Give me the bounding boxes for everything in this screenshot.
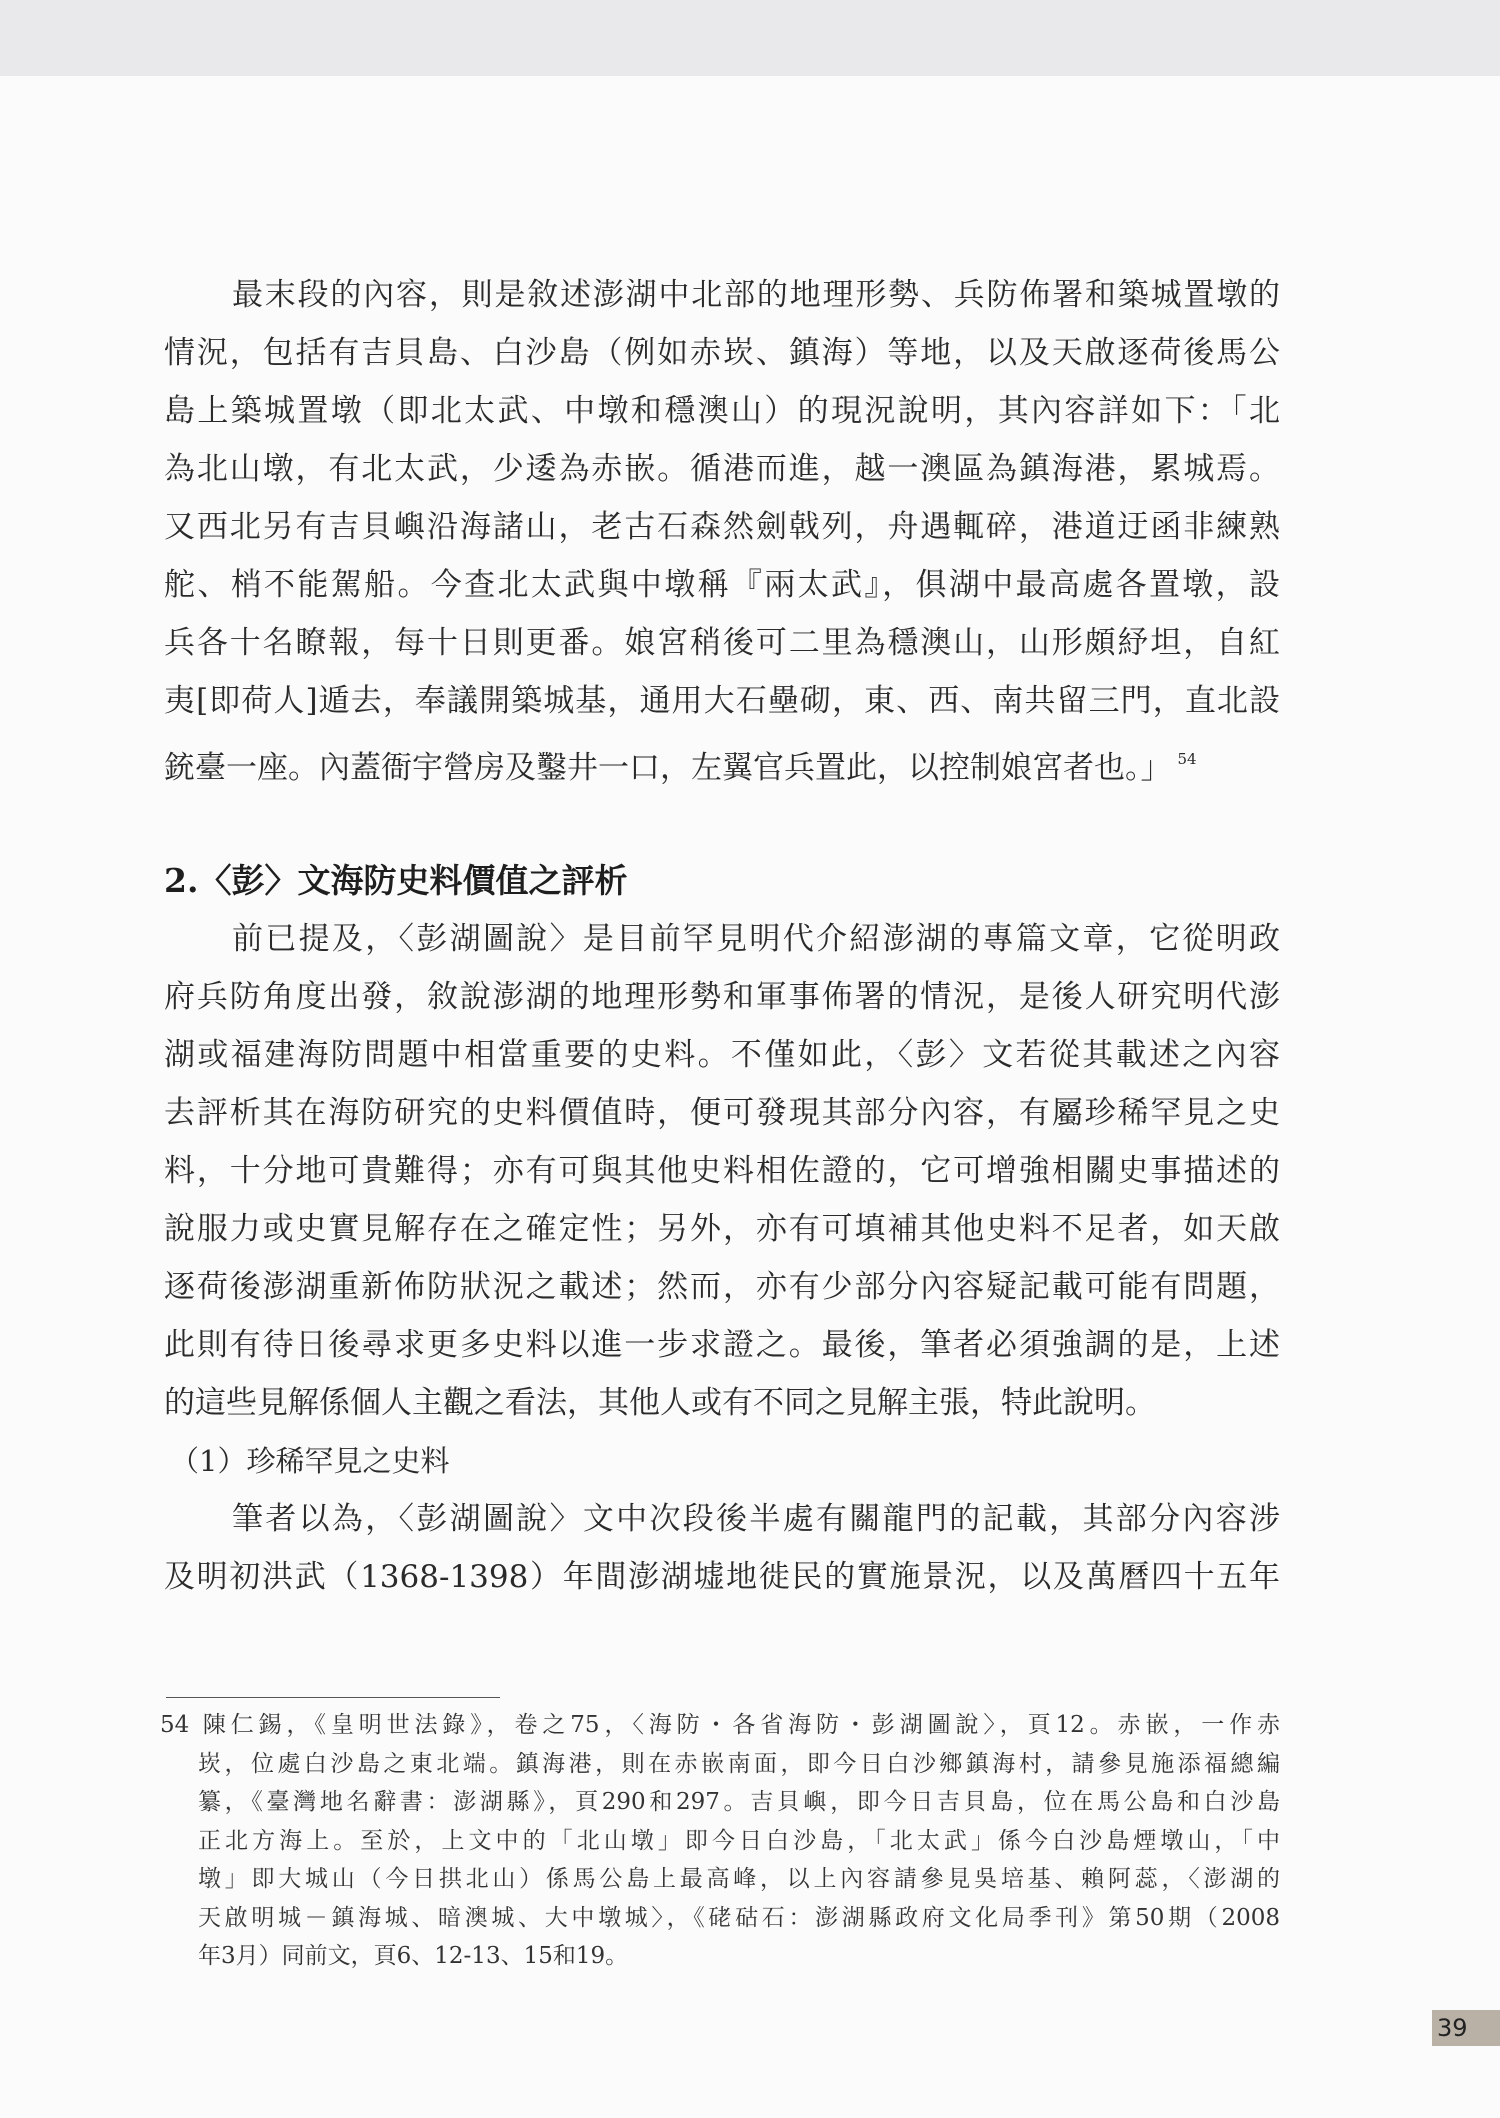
footnote-divider [166, 1697, 500, 1698]
footnote-line: 天啟明城－鎮海城、暗澳城、大中墩城〉，《硓𥑮石：澎湖縣政府文化局季刊》第50期（2008 [198, 1904, 1280, 1931]
footnote-line: 纂，《臺灣地名辭書：澎湖縣》，頁290和297。吉貝嶼，即今日吉貝島，位在馬公島和白沙島 [198, 1789, 1280, 1815]
text-line-content: 銃臺一座。內蓋衙宇營房及鑿井一口，左翼官兵置此，以控制娘宮者也。」 [164, 750, 1172, 786]
page-number: 39 [1432, 2010, 1500, 2046]
text-line: 的這些見解係個人主觀之看法，其他人或有不同之見解主張，特此說明。 [164, 1385, 1156, 1421]
text-line: 夷[即荷人]遁去，奉議開築城基，通用大石壘砌，東、西、南共留三門，直北設 [164, 683, 1280, 719]
footnote-line: 年3月）同前文，頁6、12-13、15和19。 [198, 1943, 629, 1969]
text-line: 島上築城置墩（即北太武、中墩和穩澳山）的現況說明，其內容詳如下：「北 [164, 393, 1280, 429]
text-line: 此則有待日後尋求更多史料以進一步求證之。最後，筆者必須強調的是，上述 [164, 1327, 1280, 1363]
text-line: 最末段的內容，則是敘述澎湖中北部的地理形勢、兵防佈署和築城置墩的 [232, 277, 1280, 313]
text-line: 情況，包括有吉貝島、白沙島（例如赤崁、鎮海）等地，以及天啟逐荷後馬公 [164, 335, 1280, 371]
text-line: 逐荷後澎湖重新佈防狀況之載述；然而，亦有少部分內容疑記載可能有問題， [164, 1269, 1280, 1305]
paragraph-1 [164, 266, 1280, 788]
footnote-line: 墩」即大城山（今日拱北山）係馬公島上最高峰，以上內容請參見吳培基、賴阿蕊，〈澎湖的 [198, 1866, 1280, 1892]
footnote-line: 崁，位處白沙島之東北端。鎮海港，則在赤嵌南面，即今日白沙鄉鎮海村，請參見施添福總編 [198, 1750, 1280, 1777]
text-line: 說服力或史實見解存在之確定性；另外，亦有可填補其他史料不足者，如天啟 [164, 1211, 1280, 1247]
paragraph-2 [164, 910, 1280, 1606]
text-line [164, 730, 1280, 788]
text-line: 湖或福建海防問題中相當重要的史料。不僅如此，〈彭〉文若從其載述之內容 [164, 1037, 1280, 1073]
text-line: 府兵防角度出發，敘說澎湖的地理形勢和軍事佈署的情況，是後人研究明代澎 [164, 979, 1280, 1015]
footnote-reference[interactable]: 54 [1177, 750, 1197, 768]
text-line: 去評析其在海防研究的史料價值時，便可發現其部分內容，有屬珍稀罕見之史 [164, 1095, 1280, 1131]
section-heading: 2.〈彭〉文海防史料價值之評析 [164, 861, 628, 900]
text-line: 為北山墩，有北太武，少逶為赤嵌。循港而進，越一澳區為鎮海港，累城焉。 [164, 451, 1280, 487]
text-line: 又西北另有吉貝嶼沿海諸山，老古石森然劍戟列，舟遇輒碎，港道迂函非練熟 [164, 509, 1280, 545]
scan-top-band [0, 0, 1500, 76]
footnote-54 [160, 1706, 1280, 1976]
text-line: 舵、梢不能駕船。今查北太武與中墩稱『兩太武』，俱湖中最高處各置墩，設 [164, 567, 1280, 603]
footnote-line: 正北方海上。至於，上文中的「北山墩」即今日白沙島，「北太武」係今白沙島煙墩山，「中 [198, 1827, 1280, 1854]
text-line: 筆者以為，〈彭湖圖說〉文中次段後半處有關龍門的記載，其部分內容涉 [232, 1501, 1280, 1537]
text-line: 及明初洪武（1368-1398）年間澎湖墟地徙民的實施景況，以及萬曆四十五年 [164, 1559, 1280, 1595]
text-line: 兵各十名瞭報，每十日則更番。娘宮稍後可二里為穩澳山，山形頗紓坦，自紅 [164, 625, 1280, 661]
subheading: （1）珍稀罕見之史料 [170, 1444, 450, 1478]
footnote-text: 陳仁錫，《皇明世法錄》，卷之75，〈海防・各省海防・彭湖圖說〉，頁12。赤嵌，一作赤 [198, 1712, 1280, 1738]
footnote-number: 54 [160, 1712, 190, 1738]
text-line: 料，十分地可貴難得；亦有可與其他史料相佐證的，它可增強相關史事描述的 [164, 1153, 1280, 1189]
text-line: 前已提及，〈彭湖圖說〉是目前罕見明代介紹澎湖的專篇文章，它從明政 [232, 921, 1280, 957]
footnote-line [160, 1706, 1280, 1745]
